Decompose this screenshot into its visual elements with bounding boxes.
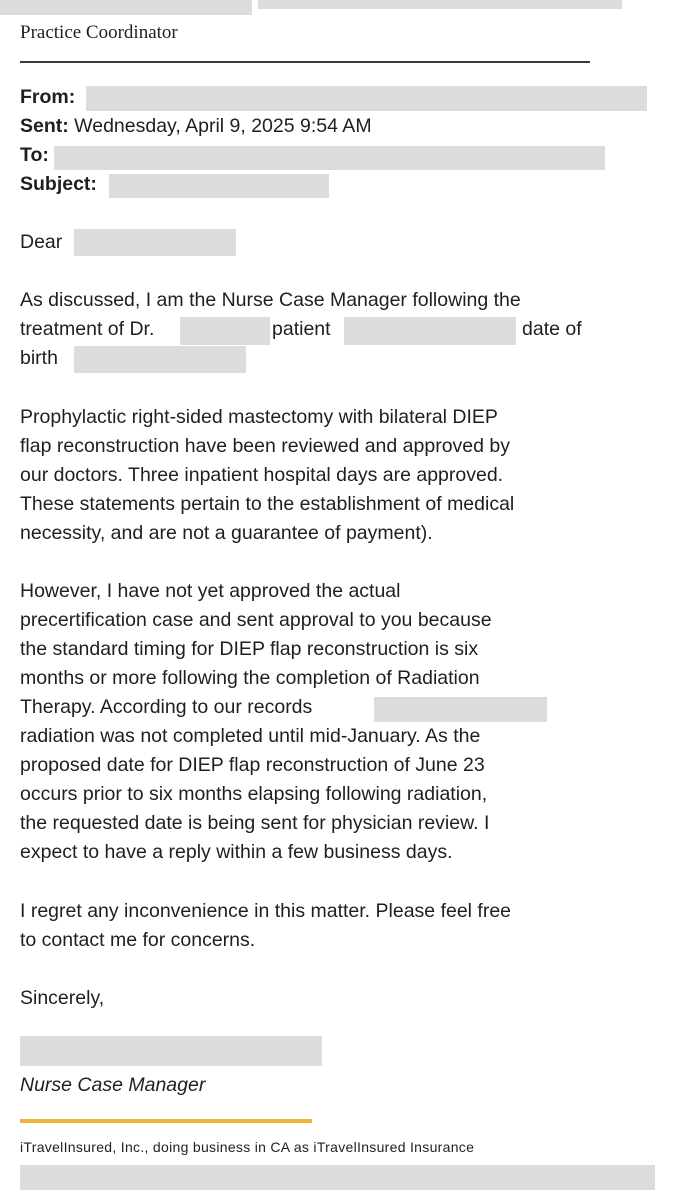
p2-line1: Prophylactic right-sided mastectomy with bilateral DIEP bbox=[20, 406, 498, 428]
to-label: To: bbox=[20, 144, 49, 166]
p1-line2-b: patient bbox=[272, 318, 331, 340]
p1-line3: birth bbox=[20, 347, 58, 369]
practice-coordinator-label: Practice Coordinator bbox=[20, 22, 178, 43]
p2-line2: flap reconstruction have been reviewed and approved by bbox=[20, 435, 510, 457]
company-footer: iTravelInsured, Inc., doing business in CA as iTravelInsured Insurance bbox=[20, 1139, 475, 1155]
p2-line3: our doctors. Three inpatient hospital days are approved. bbox=[20, 464, 504, 486]
redacted-subject bbox=[109, 174, 329, 198]
subject-label: Subject: bbox=[20, 173, 97, 195]
redacted-from bbox=[86, 86, 647, 111]
p3-line7: proposed date for DIEP flap reconstruction of June 23 bbox=[20, 754, 485, 776]
p1-line2-c: date of bbox=[522, 318, 582, 340]
redacted-patient bbox=[344, 317, 516, 345]
p3-line8: occurs prior to six months elapsing following radiation, bbox=[20, 783, 488, 805]
p2-line4: These statements pertain to the establishment of medical bbox=[20, 493, 515, 515]
sent-label: Sent: bbox=[20, 115, 69, 137]
p3-line3: the standard timing for DIEP flap reconstruction is six bbox=[20, 638, 479, 660]
p4-line2: to contact me for concerns. bbox=[20, 929, 256, 951]
signature-accent-rule bbox=[20, 1119, 312, 1123]
sent-row bbox=[20, 112, 372, 142]
p4-line1: I regret any inconvenience in this matter. Please feel free bbox=[20, 900, 512, 922]
redacted-top-right bbox=[258, 0, 622, 9]
redacted-top-left bbox=[0, 0, 252, 15]
redacted-dob bbox=[74, 346, 246, 373]
p2-line5: necessity, and are not a guarantee of payment). bbox=[20, 522, 433, 544]
redacted-recipient bbox=[74, 229, 236, 256]
p3-line2: precertification case and sent approval to you because bbox=[20, 609, 492, 631]
redacted-to bbox=[54, 146, 605, 170]
p3-line1: However, I have not yet approved the actual bbox=[20, 580, 401, 602]
p3-line10: expect to have a reply within a few business days. bbox=[20, 841, 453, 863]
p3-line6: radiation was not completed until mid-January. As the bbox=[20, 725, 481, 747]
greeting: Dear bbox=[20, 231, 63, 253]
from-label: From: bbox=[20, 86, 76, 108]
p3-line5: Therapy. According to our records bbox=[20, 696, 313, 718]
signature-title: Nurse Case Manager bbox=[20, 1074, 206, 1096]
redacted-doctor bbox=[180, 317, 270, 345]
header-divider bbox=[20, 61, 590, 63]
redacted-bottom bbox=[20, 1165, 655, 1190]
redacted-records-name bbox=[374, 697, 547, 722]
redacted-signature-name bbox=[20, 1036, 322, 1066]
p3-line9: the requested date is being sent for physician review. I bbox=[20, 812, 490, 834]
p1-line2-a: treatment of Dr. bbox=[20, 318, 155, 340]
sent-value: Wednesday, April 9, 2025 9:54 AM bbox=[74, 115, 372, 137]
closing: Sincerely, bbox=[20, 987, 105, 1009]
p1-line1: As discussed, I am the Nurse Case Manager following the bbox=[20, 289, 521, 311]
p3-line4: months or more following the completion of Radiation bbox=[20, 667, 480, 689]
